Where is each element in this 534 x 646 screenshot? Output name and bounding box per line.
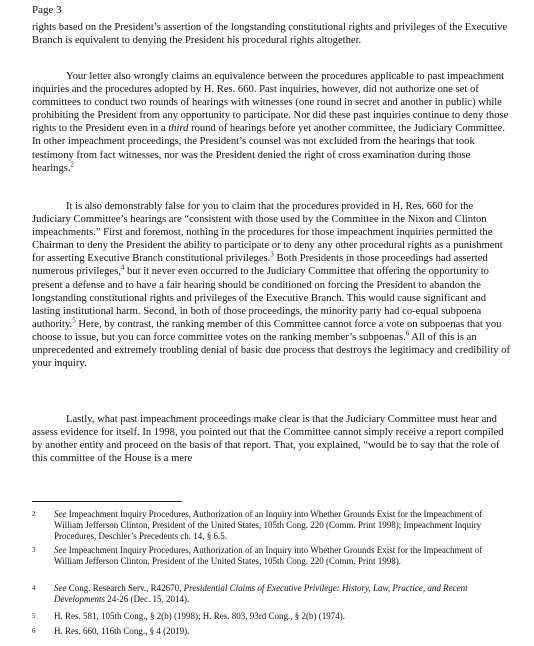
footnote-5: 5 H. Res. 581, 105th Cong., § 2(b) (1998); H. Res. 803, 93rd Cong., § 2(b) (1974). xyxy=(32,611,345,621)
paragraph-continuation: rights based on the President’s assertion of the longstanding constitutional rights and privileges of the Executive Branch is equivalent to denying the President his procedural rights altogether. xyxy=(32,22,508,47)
footnote-ref-5[interactable]: 5 xyxy=(72,316,76,325)
page-number: Page 3 xyxy=(32,4,62,16)
footnote-4: 4 See Cong. Research Serv., R42670, Presidential Claims of Executive Privilege: History, Law, Practice, and Recent Developments 24-26 (Dec. 15, 2014). xyxy=(32,583,468,605)
paragraph-judiciary-hearings: It is also demonstrably false for you to claim that the procedures provided in H. Res. 660 for the Judiciary Committee’s hearings are “consistent with those used by the Committee in the Nixon and Clinton impeachments.” First and foremost, nothing in the procedures for those impeachment inquiries permitted the Chairman to deny the President the ability to participate or to deny any other procedural rights as a punishment for asserting Executive Branch constitutional privileges.$^3$ Both Presidents in those proceedings had asserted numerous privileges,$^4$ but it never even occurred to the Judiciary Committee that offering the opportunity to present a defense and to have a fair hearing should be conditioned on forcing the President to abandon the longstanding constitutional rights and privileges of the Executive Branch. This would cause significant and lasting institutional harm. Second, in both of those proceedings, the minority party had co-equal subpoena authority.$^5$ Here, by contrast, the ranking member of this Committee cannot force a vote on subpoenas that you choose to issue, but you can force committee votes on the ranking member’s subpoenas.$^6$ All of this is an unprecedented and extremely troubling denial of basic due process that destroys the legitimacy and credibility of your inquiry. xyxy=(32,201,511,370)
footnote-ref-6[interactable]: 6 xyxy=(405,329,410,338)
footnote-ref-2[interactable]: 2 xyxy=(70,160,75,169)
footnote-2: 2 See Impeachment Inquiry Procedures, Authorization of an Inquiry into Whether Grounds Exist for the Impeachment of William Jefferson Clinton, President of the United States, 105th Cong. 220 (Comm. Print 1998); Impeachment Inquiry Procedures, Deschler’s Precedents ch. 14, § 6.5. xyxy=(32,509,483,542)
footnote-ref-4[interactable]: 4 xyxy=(120,263,125,272)
paragraph-procedures-equivalence: Your letter also wrongly claims an equivalence between the procedures applicable to past impeachment inquiries and the procedures adopted by H. Res. 660. Past inquiries, however, did not authorize one set of committees to conduct two rounds of hearings with witnesses (one round in secret and another in public) while prohibiting the President from any opportunity to participate. Nor did these past inquiries continue to deny those rights to the President even in a third round of hearings before yet another committee, the Judiciary Committee. In other impeachment proceedings, the President’s counsel was not excluded from the hearings that took testimony from fact witnesses, nor was the President denied the right of cross examination during those hearings.$^2$ xyxy=(32,71,509,174)
footnote-ref-3[interactable]: 3 xyxy=(270,250,274,259)
footnote-divider xyxy=(32,501,182,502)
paragraph-past-proceedings: Lastly, what past impeachment proceedings make clear is that the Judiciary Committee must hear and assess evidence for itself. In 1998, you pointed out that the Committee cannot simply receive a report compiled by another entity and proceed on the basis of that report. That, you explained, “would be to say that the role of this committee of the House is a mere xyxy=(32,414,504,465)
footnote-3: 3 See Impeachment Inquiry Procedures, Authorization of an Inquiry into Whether Grounds Exist for the Impeachment of William Jefferson Clinton, President of the United States, 105th Cong. 220 (Comm. Print 1998). xyxy=(32,545,483,567)
footnote-6: 6 H. Res. 660, 116th Cong., § 4 (2019). xyxy=(32,626,190,636)
